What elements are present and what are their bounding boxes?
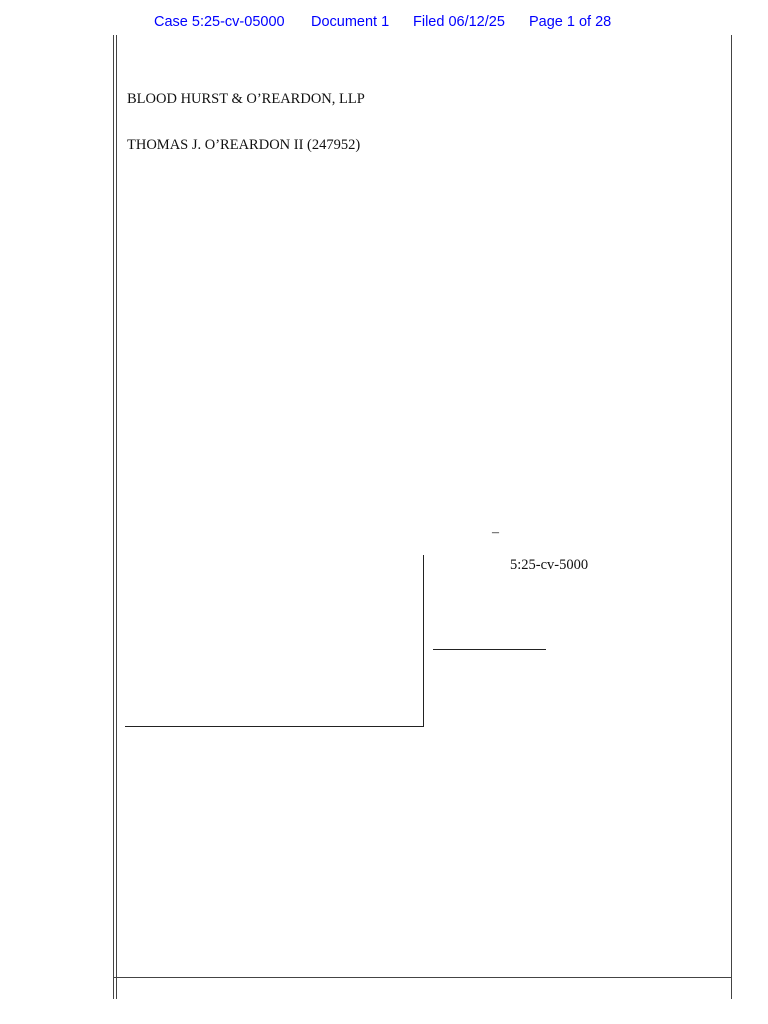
caption-case-number: 5:25-cv-5000 bbox=[510, 557, 589, 573]
right-margin-line bbox=[731, 35, 732, 999]
caption-title-rule bbox=[433, 649, 546, 650]
left-margin-line-outer bbox=[113, 35, 114, 999]
header-page-count: Page 1 of 28 bbox=[529, 14, 612, 30]
footer-rule bbox=[113, 977, 732, 978]
caption-divider-horizontal bbox=[125, 726, 424, 727]
left-margin-line-inner bbox=[116, 35, 117, 999]
attorney-name: THOMAS J. O’REARDON II (247952) bbox=[127, 137, 361, 153]
firm-name: BLOOD HURST & O’REARDON, LLP bbox=[127, 91, 365, 107]
caption-divider-vertical bbox=[423, 555, 424, 727]
header-case-number: Case 5:25-cv-05000 bbox=[154, 14, 285, 30]
header-document-number: Document 1 bbox=[311, 14, 390, 30]
caption-dash: – bbox=[492, 525, 499, 540]
header-filed-date: Filed 06/12/25 bbox=[413, 14, 505, 30]
